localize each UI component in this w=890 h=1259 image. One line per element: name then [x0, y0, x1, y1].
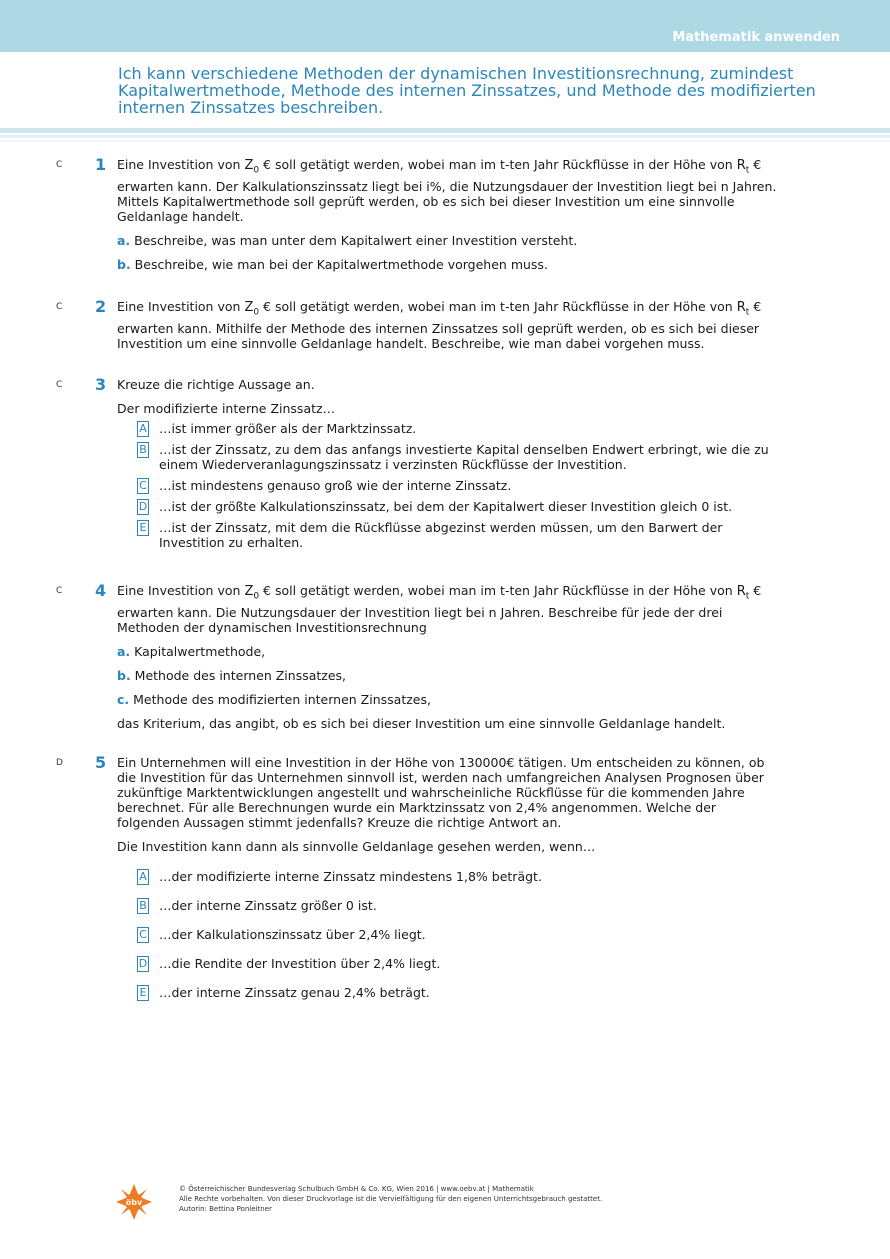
- checkbox[interactable]: A: [137, 869, 149, 885]
- task-number: 1: [95, 155, 107, 174]
- checkbox[interactable]: D: [138, 957, 148, 970]
- subtask-b: b. Beschreibe, wie man bei der Kapitalwertmethode vorgehen muss.: [117, 256, 548, 272]
- task-text: Eine Investition von $Z_0$ € soll getätigt werden, wobei man im t-ten Jahr Rückflüsse in der Höhe von $R_t$ € erwarten kann. Die Nutzungsdauer der Investition liegt bei n Jahren. Beschreibe für jede der drei Methoden der dynamischen Investitionsrechnung: [117, 583, 762, 635]
- checkbox[interactable]: E: [137, 985, 149, 1001]
- task-number: 5: [95, 753, 107, 772]
- checkbox[interactable]: A: [137, 421, 149, 437]
- level-label: C: [56, 586, 63, 596]
- checkbox[interactable]: E: [137, 520, 149, 536]
- option-d[interactable]: D …die Rendite der Investition über 2,4% liegt.: [138, 956, 441, 971]
- footer: [179, 1184, 602, 1214]
- publisher-logo: [116, 1184, 152, 1220]
- option-e[interactable]: E …ist der Zinssatz, mit dem die Rückflüsse abgezinst werden müssen, um den Barwert der Investition zu erhalten.: [117, 520, 782, 550]
- task-stem: Die Investition kann dann als sinnvolle Geldanlage gesehen werden, wenn…: [117, 839, 596, 854]
- header-divider: [0, 140, 890, 142]
- header-divider: [0, 135, 890, 138]
- checkbox[interactable]: B: [137, 442, 149, 458]
- subtask-a: a. Kapitalwertmethode,: [117, 643, 266, 659]
- header-divider: [0, 128, 890, 133]
- level-label: C: [56, 302, 63, 312]
- subtask-a: a. Beschreibe, was man unter dem Kapitalwert einer Investition versteht.: [117, 232, 578, 248]
- option-e[interactable]: E …der interne Zinssatz genau 2,4% beträgt.: [117, 985, 782, 1000]
- level-label: C: [56, 160, 63, 170]
- subtask-b: b. Methode des internen Zinssatzes,: [117, 667, 347, 683]
- task-number: 3: [95, 375, 107, 394]
- svg-text:öbv: öbv: [125, 1198, 143, 1207]
- option-c[interactable]: C …ist mindestens genauso groß wie der interne Zinssatz.: [117, 478, 782, 493]
- subtask-c: c. Methode des modifizierten internen Zinssatzes,: [117, 691, 431, 707]
- checkbox[interactable]: D: [138, 500, 148, 513]
- option-b[interactable]: B …ist der Zinssatz, zu dem das anfangs investierte Kapital denselben Endwert erbringt, wie die zu einem Wiederveranlagungszinssatz i verzinsten Rückflüsse der Investition.: [117, 442, 782, 472]
- author-line: Autorin: Bettina Ponleitner: [179, 1205, 272, 1213]
- checkbox[interactable]: B: [137, 898, 149, 914]
- task-text: Ein Unternehmen will eine Investition in der Höhe von 130000€ tätigen. Um entscheiden zu können, ob die Investition für das Unternehmen sinnvoll ist, werden nach umfangreichen Analysen Prognosen über zukünftige Marktentwicklungen angestellt und wahrscheinliche Rückflüsse für die kommenden Jahre berechnet. Für alle Berechnungen wurde ein Marktzinssatz von 2,4% angenommen. Welche der folgenden Aussagen stimmt jedenfalls? Kreuze die richtige Antwort an.: [117, 755, 765, 830]
- rights-line: Alle Rechte vorbehalten. Von dieser Druckvorlage ist die Vervielfältigung für den eigenen Unterrichtsgebrauch gestattet.: [179, 1195, 603, 1203]
- section-label: Mathematik anwenden: [672, 30, 840, 45]
- task-closing: das Kriterium, das angibt, ob es sich bei dieser Investition um eine sinnvolle Geldanlage handelt.: [117, 715, 726, 731]
- level-label: C: [56, 380, 63, 390]
- level-label: D: [56, 758, 63, 768]
- checkbox[interactable]: C: [137, 478, 149, 494]
- option-d[interactable]: D …ist der größte Kalkulationszinssatz, bei dem der Kapitalwert dieser Investition gleich 0 ist.: [138, 499, 733, 514]
- copyright-line: © Österreichischer Bundesverlag Schulbuch GmbH & Co. KG, Wien 2016 | www.oebv.at | Mathematik: [179, 1185, 534, 1193]
- checkbox[interactable]: C: [137, 927, 149, 943]
- option-c[interactable]: C …der Kalkulationszinssatz über 2,4% liegt.: [117, 927, 782, 942]
- option-b[interactable]: B …der interne Zinssatz größer 0 ist.: [117, 898, 782, 913]
- task-number: 4: [95, 581, 107, 600]
- task-text: Eine Investition von $Z_0$ € soll getätigt werden, wobei man im t-ten Jahr Rückflüsse in der Höhe von $R_t$ € erwarten kann. Der Kalkulationszinssatz liegt bei i%, die Nutzungsdauer der Investition liegt bei n Jahren. Mittels Kapitalwertmethode soll geprüft werden, ob es sich bei dieser Investition um eine sinnvolle Geldanlage handelt.: [117, 157, 777, 224]
- task-stem: Der modifizierte interne Zinssatz…: [117, 401, 336, 416]
- task-number: 2: [95, 297, 107, 316]
- option-a[interactable]: A …ist immer größer als der Marktzinssatz.: [117, 421, 782, 436]
- task-text: Eine Investition von $Z_0$ € soll getätigt werden, wobei man im t-ten Jahr Rückflüsse in der Höhe von $R_t$ € erwarten kann. Mithilfe der Methode des internen Zinssatzes soll geprüft werden, ob es sich bei dieser Investition um eine sinnvolle Geldanlage handelt. Beschreibe, wie man dabei vorgehen muss.: [117, 299, 762, 351]
- option-a[interactable]: A …der modifizierte interne Zinssatz mindestens 1,8% beträgt.: [117, 869, 782, 884]
- task-prompt: Kreuze die richtige Aussage an.: [117, 377, 315, 392]
- learning-objective: Ich kann verschiedene Methoden der dynamischen Investitionsrechnung, zumindest Kapitalwertmethode, Methode des internen Zinssatzes, und Methode des modifizierten internen Zinssatzes beschreiben.: [118, 64, 816, 117]
